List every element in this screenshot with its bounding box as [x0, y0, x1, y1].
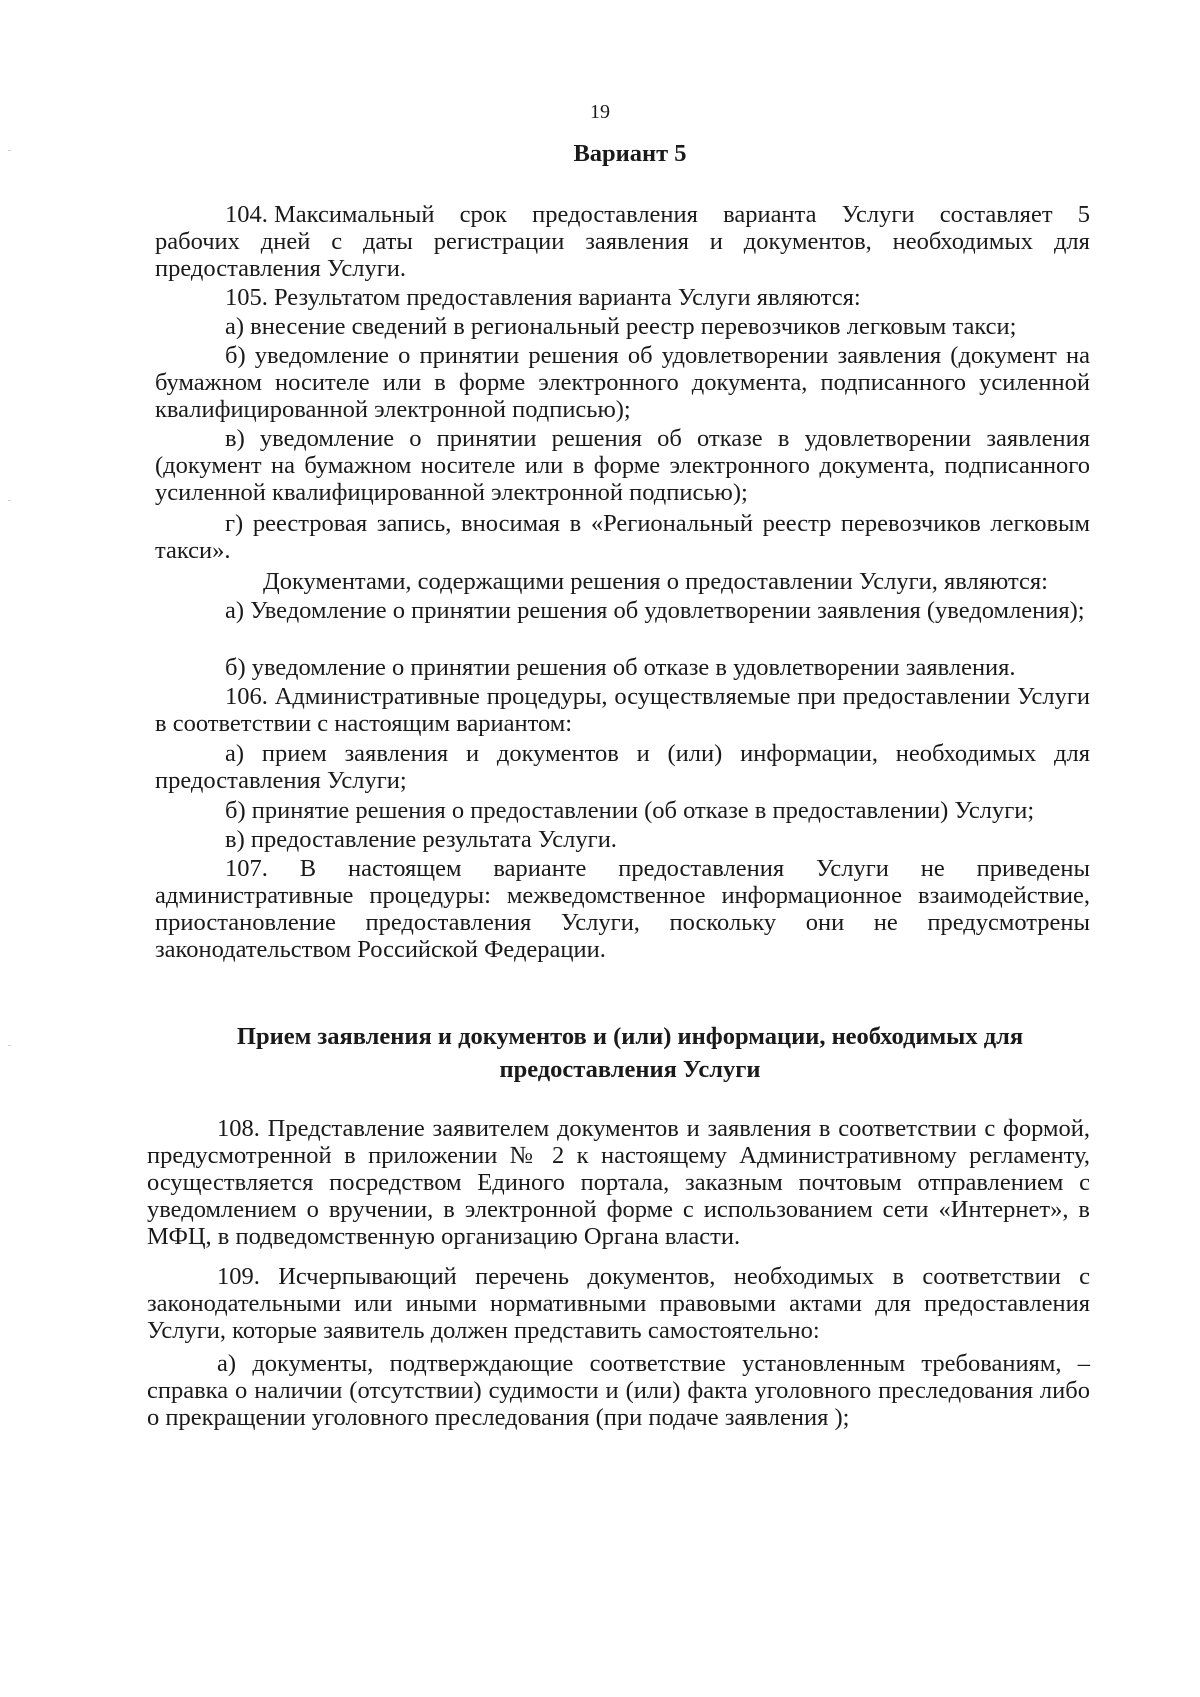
- paragraph-105: 105. Результатом предоставления варианта Услуги являются:: [225, 284, 861, 311]
- paragraph-105-a: а) внесение сведений в региональный реестр перевозчиков легковым такси;: [225, 313, 1017, 340]
- p104-line2: рабочих дней с даты регистрации заявления и документов, необходимых для: [155, 228, 1090, 255]
- paragraph-106-v: в) предоставление результата Услуги.: [225, 826, 617, 853]
- paragraph-105-g: г) реестровая запись, вносимая в «Региональный реестр перевозчиков легковым такси».: [155, 510, 1090, 564]
- scan-mark: [8, 150, 11, 151]
- variant-title: Вариант 5: [573, 140, 687, 167]
- documents-intro: Документами, содержащими решения о предоставлении Услуги, являются:: [263, 568, 1048, 595]
- p104-line3: предоставления Услуги.: [155, 255, 406, 282]
- paragraph-108: 108. Представление заявителем документов и заявления в соответствии с формой, предусмотренной в приложении № 2 к настоящему Административному регламенту, осуществляется посредством Единого портала, заказным почтовым отправлением с уведомлением о вручении, в электронной форме с использованием сети «Интернет», в МФЦ, в подведомственную организацию Органа власти.: [147, 1115, 1090, 1250]
- documents-a: а) Уведомление о принятии решения об удовлетворении заявления (уведомления);: [225, 597, 1085, 624]
- paragraph-106: 106. Административные процедуры, осуществляемые при предоставлении Услуги в соответствии с настоящим вариантом:: [155, 683, 1090, 737]
- paragraph-106-b: б) принятие решения о предоставлении (об отказе в предоставлении) Услуги;: [225, 797, 1035, 824]
- documents-b: б) уведомление о принятии решения об отказе в удовлетворении заявления.: [225, 654, 1016, 681]
- paragraph-105-v: в) уведомление о принятии решения об отказе в удовлетворении заявления (документ на бумажном носителе или в форме электронного документа, подписанного усиленной квалифицированной электронной подписью);: [155, 425, 1090, 506]
- scan-mark: [8, 500, 11, 501]
- page-number: 19: [590, 101, 610, 123]
- paragraph-109: 109. Исчерпывающий перечень документов, необходимых в соответствии с законодательными или иными нормативными правовыми актами для предоставления Услуги, которые заявитель должен представить самостоятельно:: [147, 1263, 1090, 1344]
- paragraph-107: 107. В настоящем варианте предоставления Услуги не приведены административные процедуры: межведомственное информационное взаимодействие, приостановление предоставления Услуги, поскольку они не предусмотрены законодательством Российской Федерации.: [155, 855, 1090, 963]
- paragraph-106-a: а) прием заявления и документов и (или) информации, необходимых для предоставления Услуги;: [155, 740, 1090, 794]
- section-heading-line2: предоставления Услуги: [499, 1056, 761, 1083]
- paragraph-109-a: а) документы, подтверждающие соответствие установленным требованиям, – справка о наличии (отсутствии) судимости и (или) факта уголовного преследования либо о прекращении уголовного преследования (при подаче заявления );: [147, 1350, 1090, 1431]
- p104-line1: 104. Максимальный срок предоставления варианта Услуги составляет 5: [225, 201, 1090, 228]
- paragraph-105-b: б) уведомление о принятии решения об удовлетворении заявления (документ на бумажном носителе или в форме электронного документа, подписанного усиленной квалифицированной электронной подписью);: [155, 342, 1090, 423]
- section-heading-line1: Прием заявления и документов и (или) информации, необходимых для: [236, 1023, 1024, 1050]
- scan-mark: [8, 1045, 11, 1046]
